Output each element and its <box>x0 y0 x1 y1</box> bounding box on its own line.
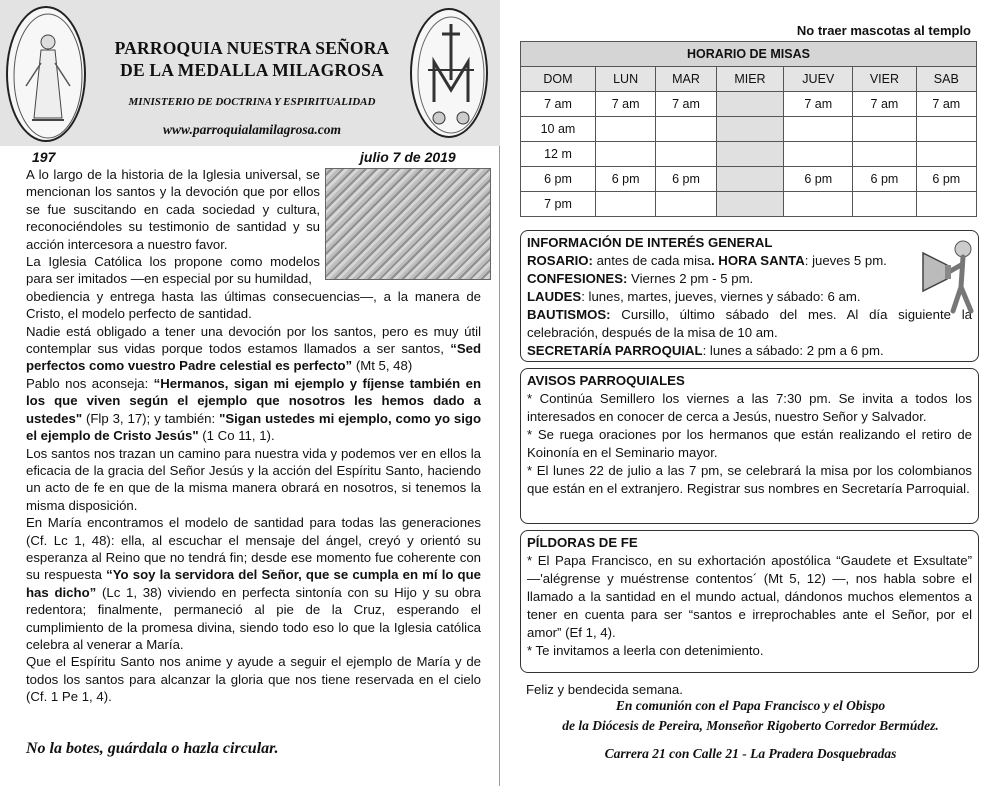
schedule-cell: 6 pm <box>595 167 655 192</box>
info-secretaria: SECRETARÍA PARROQUIAL: lunes a sábado: 2 pm a 6 pm. <box>527 343 884 358</box>
schedule-cell <box>916 117 976 142</box>
farewell-text: Feliz y bendecida semana. <box>526 682 683 697</box>
schedule-cell: 7 am <box>521 92 596 117</box>
schedule-cell <box>656 117 716 142</box>
schedule-cell <box>716 117 784 142</box>
info-laudes: LAUDES: lunes, martes, jueves, viernes y sábado: 6 am. <box>527 289 861 304</box>
parish-title-line1: PARROQUIA NUESTRA SEÑORA <box>114 38 390 58</box>
schedule-cell: 10 am <box>521 117 596 142</box>
schedule-cell: 6 pm <box>916 167 976 192</box>
schedule-cell <box>716 192 784 217</box>
article-paragraph: Pablo nos aconseja: “Hermanos, sigan mi ejemplo y fíjense también en los que viven según el ejemplo que nosotros les hemos dado a ustedes" (Flp 3, 17); y también: "Sigan ustedes mi ejemplo, como yo sigo el ejemplo de Cristo Jesús" (1 Co 11, 1). <box>26 375 481 444</box>
schedule-cell: 7 am <box>595 92 655 117</box>
schedule-cell <box>853 192 916 217</box>
info-bautismos: BAUTISMOS: Cursillo, último sábado del mes. Al día siguiente la celebración, después de la misa de 10 am. <box>527 307 972 340</box>
schedule-row <box>521 92 977 117</box>
schedule-cell <box>853 117 916 142</box>
megaphone-icon <box>919 235 977 315</box>
schedule-cell <box>595 192 655 217</box>
schedule-cell <box>656 192 716 217</box>
notice-item: * Se ruega oraciones por los hermanos que están realizando el retiro de Koinonía en el Seminario mayor. <box>527 427 972 460</box>
schedule-cell <box>916 192 976 217</box>
schedule-cell: 7 am <box>656 92 716 117</box>
schedule-cell: 6 pm <box>521 167 596 192</box>
schedule-cell: 7 am <box>784 92 853 117</box>
parish-address: Carrera 21 con Calle 21 - La Pradera Dosquebradas <box>604 746 897 761</box>
day-header: MIER <box>716 67 784 92</box>
schedule-cell: 6 pm <box>853 167 916 192</box>
article-paragraph: En María encontramos el modelo de santidad para todas las generaciones (Cf. Lc 1, 48): ella, al escuchar el mensaje del ángel, creyó y orientó su esperanza al Reino que no tendrá fin; desde ese momento fue coherente con su respuesta “Yo soy la servidora del Señor, que se cumpla en mí lo que has dicho” (Lc 1, 38) viviendo en perfecta sintonía con su Hijo y su obra redentora; finalmente, permaneció al pie de la Cruz, esperando el cumplimiento de la promesa divina, siendo todo eso lo que la Iglesia católica celebra al venerar a María. <box>26 515 482 652</box>
notice-item: * Continúa Semillero los viernes a las 7:30 pm. Se invita a todos los interesados en conocer de cerca a Jesús, nuestro Señor y Salvador. <box>527 391 972 424</box>
schedule-cell <box>916 142 976 167</box>
info-rosario: ROSARIO: antes de cada misa. HORA SANTA: jueves 5 pm. <box>527 253 887 268</box>
ministry-name: MINISTERIO DE DOCTRINA Y ESPIRITUALIDAD <box>128 96 376 108</box>
marian-monogram-icon <box>410 8 488 138</box>
schedule-cell: 7 am <box>853 92 916 117</box>
schedule-cell: 6 pm <box>656 167 716 192</box>
day-header: JUEV <box>784 67 853 92</box>
info-title: INFORMACIÓN DE INTERÉS GENERAL <box>527 235 773 250</box>
day-header: VIER <box>853 67 916 92</box>
day-header: LUN <box>595 67 655 92</box>
pill-item: * Te invitamos a leerla con detenimiento. <box>527 643 764 658</box>
schedule-row <box>521 142 977 167</box>
schedule-cell <box>595 117 655 142</box>
schedule-cell <box>595 142 655 167</box>
schedule-days-row <box>521 67 977 92</box>
schedule-row <box>521 192 977 217</box>
issue-date: julio 7 de 2019 <box>360 149 456 165</box>
article-paragraph: Que el Espíritu Santo nos anime y ayude a seguir el ejemplo de María y de todos los santos para alcanzar la gloria que nos tiene reservada en el cielo (Cf. 1 Pe 1, 4). <box>26 654 481 705</box>
schedule-cell <box>716 167 784 192</box>
schedule-cell <box>784 117 853 142</box>
schedule-row <box>521 117 977 142</box>
day-header: SAB <box>916 67 976 92</box>
schedule-cell <box>853 142 916 167</box>
right-page <box>501 0 1000 786</box>
pets-notice: No traer mascotas al templo <box>796 23 971 38</box>
schedule-cell <box>656 142 716 167</box>
article-paragraph: Los santos nos trazan un camino para nuestra vida y podemos ver en ellos la eficacia de la gracia del Señor Jesús y la acción del Espíritu Santo, haciendo un acto de fe en que de la misma manera obrará en nosotros, si tenemos la misma disposición. <box>26 445 481 513</box>
schedule-cell <box>716 92 784 117</box>
info-confesiones: CONFESIONES: Viernes 2 pm - 5 pm. <box>527 271 754 286</box>
schedule-cell: 12 m <box>521 142 596 167</box>
schedule-cell <box>784 192 853 217</box>
schedule-cell: 7 am <box>916 92 976 117</box>
virgin-medal-icon <box>6 6 86 142</box>
faith-pills-box <box>520 530 979 673</box>
schedule-title: HORARIO DE MISAS <box>521 42 977 67</box>
pill-item: * El Papa Francisco, en su exhortación apostólica “Gaudete et Exsultate” —'alégrense y muéstrense contentos´ (Mt 5, 12) —, nos habla sobre el llamado a la santidad en el mundo actual, dándonos muchos elementos a tener en cuenta para ser “santos e irreprochables ante el Señor, por el amor” (Ef 1, 4). <box>527 553 972 640</box>
website-link[interactable]: www.parroquialamilagrosa.com <box>162 122 342 137</box>
communion-line2: de la Diócesis de Pereira, Monseñor Rigoberto Corredor Bermúdez. <box>562 718 939 733</box>
article-paragraph: Nadie está obligado a tener una devoción por los santos, pero es muy útil contemplar sus vidas porque todos estamos llamados a ser santos, “Sed perfectos como vuestro Padre celestial es perfecto” (Mt 5, 48) <box>26 323 481 374</box>
parish-notices-box <box>520 368 979 524</box>
parish-title-line2: DE LA MEDALLA MILAGROSA <box>120 60 384 80</box>
avisos-title: AVISOS PARROQUIALES <box>527 373 685 388</box>
day-header: DOM <box>521 67 596 92</box>
schedule-cell: 6 pm <box>784 167 853 192</box>
mass-schedule-table <box>520 41 977 217</box>
issue-number: 197 <box>32 149 56 165</box>
schedule-row <box>521 167 977 192</box>
general-info-box <box>520 230 979 362</box>
schedule-cell <box>716 142 784 167</box>
notice-item: * El lunes 22 de julio a las 7 pm, se celebrará la misa por los colombianos que están en el extranjero. Registrar sus nombres en Secretaría Parroquial. <box>527 463 972 496</box>
schedule-cell <box>784 142 853 167</box>
schedule-cell: 7 pm <box>521 192 596 217</box>
communion-line1: En comunión con el Papa Francisco y el Obispo <box>615 698 886 713</box>
pildoras-title: PÍLDORAS DE FE <box>527 535 638 550</box>
closing-slogan: No la botes, guárdala o hazla circular. <box>26 740 279 757</box>
article-paragraph: La Iglesia Católica los propone como modelos para ser imitados —en especial por su humildad, <box>26 254 320 287</box>
article-paragraph: obediencia y entrega hasta las últimas consecuencias—, a la manera de Cristo, el modelo perfecto de santidad. <box>26 288 481 322</box>
article-body <box>26 166 481 706</box>
day-header: MAR <box>656 67 716 92</box>
article-paragraph: A lo largo de la historia de la Iglesia universal, se mencionan los santos y la devoción que por ellos se fue suscitando en cada sociedad y cultura, reconociéndoles su testimonio de santidad y su acción intercesora a nuestro favor. <box>26 167 320 252</box>
